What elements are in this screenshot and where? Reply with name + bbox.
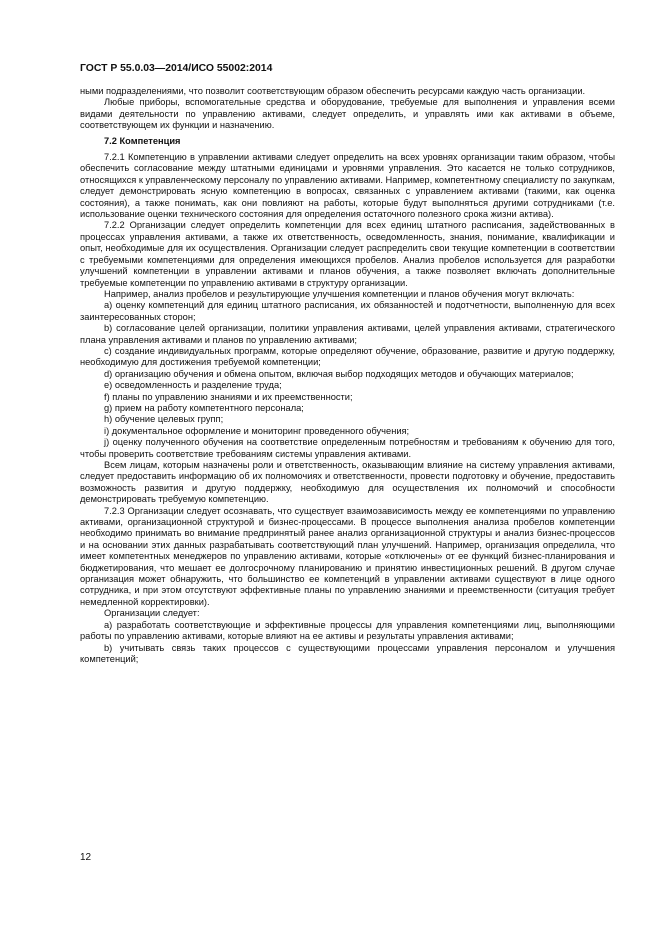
paragraph: Любые приборы, вспомогательные средства и оборудование, требуемые для выполнения и управления всеми видами деятельности по управлению активами, следует определить, и управлять ими как активами в объеме, соответствующем их функции и назначению. [80, 97, 615, 131]
document-body [80, 86, 615, 665]
document-header: ГОСТ Р 55.0.03—2014/ИСО 55002:2014 [80, 63, 273, 74]
list-item: e) осведомленность и разделение труда; [104, 380, 282, 391]
list-item: j) оценку полученного обучения на соответствие определенным потребностям и требованиям к обучению для того, чтобы проверить соответствие требованиям системы управления активами. [80, 437, 615, 459]
paragraph: Например, анализ пробелов и результирующие улучшения компетенции и планов обучения могут включать: [104, 288, 575, 299]
list-item: c) создание индивидуальных программ, которые определяют обучение, образование, развитие и другую поддержку, необходимую для достижения требуемой компетенции; [80, 345, 615, 368]
paragraph: Организации следует: [104, 608, 200, 619]
list-item: h) обучение целевых групп; [104, 414, 224, 425]
list-item: a) разработать соответствующие и эффективные процессы для управления компетенциями лиц, выполняющими работы по управлению активами, которые влияют на ее активы и результаты управления активами; [80, 619, 615, 642]
paragraph: 7.2.3 Организации следует осознавать, что существует взаимозависимость между ее компетенциями по управлению активами, организационной структурой и бизнес-процессами. В процессе выполнения анализа пробелов компетенции необходимо принимать во внимание предпринятый ранее анализ организационной структуры и анализ бизнес-процессов и на основании этих данных разрабатывать соответствующий план улучшений. Например, организация определила, что имеет компетентных менеджеров по управлению активами, которые «отключены» от ее функций бизнес-планирования и бюджетирования, что мешает ее долгосрочному планированию и принятию инвестиционных решений. В другом случае организация может обнаружить, что большинство ее компетенций в управлении активами существуют в лице одного сотрудника, и при этом отсутствуют эффективные планы по управлению знаниями и преемственности (ситуация требует немедленной корректировки). [80, 505, 615, 607]
document-page [80, 62, 615, 665]
page-number: 12 [80, 852, 92, 863]
list-item: f) планы по управлению знаниями и их преемственности; [104, 391, 353, 402]
list-item: g) прием на работу компетентного персонала; [104, 402, 304, 413]
section-heading: 7.2 Компетенция [104, 135, 181, 146]
list-item: b) учитывать связь таких процессов с существующими процессами управления персоналом и улучшения компетенций; [80, 642, 615, 664]
list-item: d) организацию обучения и обмена опытом, включая выбор подходящих методов и обучающих материалов; [104, 368, 574, 379]
list-item: b) согласование целей организации, политики управления активами, целей управления активами, стратегического плана управления активами и планов по управлению активами; [80, 323, 615, 345]
paragraph: Всем лицам, которым назначены роли и ответственность, оказывающим влияние на систему управления активами, следует предоставить информацию об их полномочиях и ответственности, провести подготовку и обучение, предоставить возможность развития и другую поддержку, необходимую для осуществления их полномочий и способности демонстрировать требуемую компетенцию. [80, 460, 615, 505]
list-item: i) документальное оформление и мониторинг проведенного обучения; [104, 425, 410, 436]
list-item: a) оценку компетенций для единиц штатного расписания, их обязанностей и подотчетности, выполненную для всех заинтересованных сторон; [80, 300, 615, 322]
paragraph: 7.2.1 Компетенцию в управлении активами следует определить на всех уровнях организации таким образом, чтобы обеспечить согласование между штатными единицами и уровнями управления. Это касается не только сотрудников, относящихся к управленческому персоналу по управлению активами. Например, компетентному специалисту по закупкам, следует демонстрировать ясную компетенцию в вопросах, связанных с управлением активами (такими, как оценка состояния), а также понимать, как они повлияют на работы, которые будут выполняться другими сотрудниками (т.е. использование оценки технического состояния для определения остаточного полезного срока жизни актива). [80, 152, 616, 220]
paragraph: ными подразделениями, что позволит соответствующим образом обеспечить ресурсами каждую часть организации. [80, 86, 586, 96]
paragraph: 7.2.2 Организации следует определить компетенции для всех единиц штатного расписания, задействованных в процессах управления активами, а также их ответственность, осведомленность, знания, понимание, квалификации и опыт, необходимые для их осуществления. Организации следует распределить свои текущие компетенции в соответствии с требуемыми компетенциями для определения имеющихся пробелов. Анализ пробелов используется для разработки улучшений компетенции в управлении активами и планов обучения, а также позволяет включать дополнительные требуемые компетенции по управлению активами в структуру организации. [80, 220, 615, 288]
